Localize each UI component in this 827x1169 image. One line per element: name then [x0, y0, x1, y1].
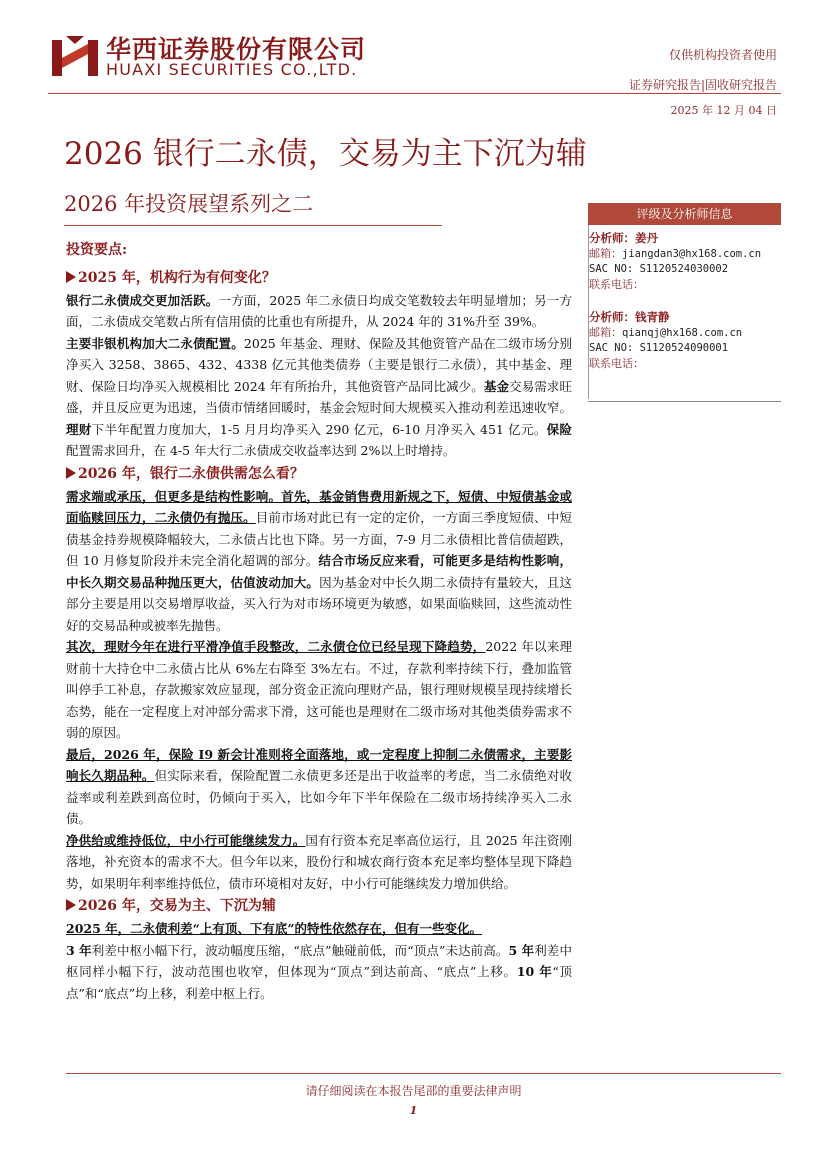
- paragraph-5: 最后，2026 年，保险 I9 新会计准则将全面落地，或一定程度上抑制二永债需求，主要影响长久期品种。但实际来看，保险配置二永债更多还是出于收益率的考虑，当二永债绝对收益率或利差跌到高位时，仍倾向于买入，比如今年下半年保险在二级市场持续净买入二永债。: [66, 746, 572, 826]
- legal-disclaimer: 请仔细阅读在本报告尾部的重要法律声明: [305, 1084, 522, 1098]
- analyst-sac: SAC NO: S1120524030002: [589, 263, 729, 275]
- paragraph-3: 需求端或承压，但更多是结构性影响。首先，基金销售费用新规之下，短债、中短债基金或面临赎回压力，二永债仍有抛压。目前市场对此已有一定的定价，一方面三季度短债、中短债基金持券规模降幅较大，二永债占比也下降。另一方面，7-9 月二永债相比普信债超跌，但 10 月修复阶段并未完全消化超调的部分。结合市场反应来看，可能更多是结构性影响，中长久期交易品种抛压更大，估值波动加大。因为基金对中长久期二永债持有量较大，且这部分主要是用以交易增厚收益，买入行为对市场环境更为敏感，如果面临赎回，这些流动性好的交易品种或被率先抛售。: [66, 488, 572, 633]
- analyst-phone-label: 联系电话：: [589, 357, 644, 370]
- analyst-sac: SAC NO: S1120524090001: [589, 342, 729, 354]
- footer-divider: [66, 1073, 781, 1074]
- report-title: 2026 银行二永债，交易为主下沉为辅: [64, 136, 587, 172]
- subtitle-divider: [64, 225, 442, 226]
- paragraph-1: 银行二永债成交更加活跃。一方面，2025 年二永债日均成交笔数较去年明显增加；另一方面，二永债成交笔数占所有信用债的比重也有所提升，从 2024 年的 31%升至 39%。: [66, 292, 572, 329]
- analyst-email[interactable]: qianqj@hx168.com.cn: [622, 327, 743, 339]
- section-heading-1: 2025 年，机构行为有何变化？: [66, 266, 572, 290]
- page-number: 1: [409, 1104, 418, 1117]
- analyst-1: 分析师：姜丹 邮箱：jiangdan3@hx168.com.cn SAC NO: S1120524030002 联系电话：: [589, 231, 781, 292]
- analyst-sidebar: [588, 203, 781, 402]
- analyst-2: 分析师：钱青静 邮箱：qianqj@hx168.com.cn SAC NO: S1120524090001 联系电话：: [589, 310, 781, 371]
- paragraph-4: 其次，理财今年在进行平滑净值手段整改，二永债仓位已经呈现下降趋势，2022 年以来理财前十大持仓中二永债占比从 6%左右降至 3%左右。不过，存款利率持续下行，叠加监管叫停手工补息，存款搬家效应显现，部分资金正流向理财产品，银行理财规模呈现持续增长态势，能在一定程度上对冲部分需求下滑，这可能也是理财在二级市场对其他类债券需求不弱的原因。: [66, 639, 572, 740]
- triangle-bullet-icon: [66, 271, 76, 283]
- analyst-name: 钱青静: [635, 310, 670, 324]
- report-date: 2025 年 12 月 04 日: [670, 104, 777, 117]
- analyst-email[interactable]: jiangdan3@hx168.com.cn: [622, 248, 762, 260]
- paragraph-6: 净供给或维持低位，中小行可能继续发力。国有行资本充足率高位运行，且 2025 年注资刚落地，补充资本的需求不大。但今年以来，股份行和城农商行资本充足率均整体呈现下降趋势，如果明年利率维持低位，债市环境相对友好，中小行可能继续发力增加供给。: [66, 832, 572, 891]
- huaxi-logo-icon: [52, 36, 98, 76]
- audience-note: 仅供机构投资者使用: [668, 48, 777, 62]
- paragraph-2: 主要非银机构加大二永债配置。2025 年基金、理财、保险及其他资管产品在二级市场分别净买入 3258、3865、432、4338 亿元其他类债券（主要是银行二永债），其中基金、理财、保险日均净买入规模相比 2024 年有所抬升，其他资管产品同比减少。基金交易需求旺盛，并且反应更为迅速，当债市情绪回暖时，基金会短时间大规模买入推动利差迅速收窄。理财下半年配置力度加大，1-5 月月均净买入 290 亿元，6-10 月净买入 451 亿元。保险配置需求回升，在 4-5 年大行二永债成交收益率达到 2%以上时增持。: [66, 335, 572, 458]
- paragraph-7: 2025 年，二永债利差“上有顶、下有底”的特性依然存在，但有一些变化。: [66, 921, 483, 936]
- sidebar-body: [588, 225, 781, 399]
- section-heading-3: 2026 年，交易为主、下沉为辅: [66, 894, 572, 918]
- sidebar-divider: [588, 401, 781, 402]
- main-content: [66, 240, 572, 1004]
- key-points-label: 投资要点:: [66, 242, 128, 258]
- report-type: 证券研究报告|固收研究报告: [628, 78, 777, 92]
- section-heading-2: 2026 年，银行二永债供需怎么看？: [66, 462, 572, 486]
- paragraph-8: 3 年利差中枢小幅下行，波动幅度压缩，“底点”触碰前低，而“顶点”未达前高。5 年利差中枢同样小幅下行，波动范围也收窄，但体现为“顶点”到达前高、“底点”上移。10 年“顶点”和“底点”均上移，利差中枢上行。: [66, 942, 572, 1001]
- analyst-phone-label: 联系电话：: [589, 278, 644, 291]
- company-name-cn: 华西证券股份有限公司: [106, 35, 367, 64]
- triangle-bullet-icon: [66, 899, 76, 911]
- report-subtitle: 2026 年投资展望系列之二: [64, 192, 314, 216]
- triangle-bullet-icon: [66, 467, 76, 479]
- sidebar-header: 评级及分析师信息: [588, 203, 781, 225]
- header-divider: [48, 93, 781, 94]
- analyst-name: 姜丹: [635, 231, 658, 245]
- company-name-en: HUAXI SECURITIES CO.,LTD.: [106, 60, 358, 79]
